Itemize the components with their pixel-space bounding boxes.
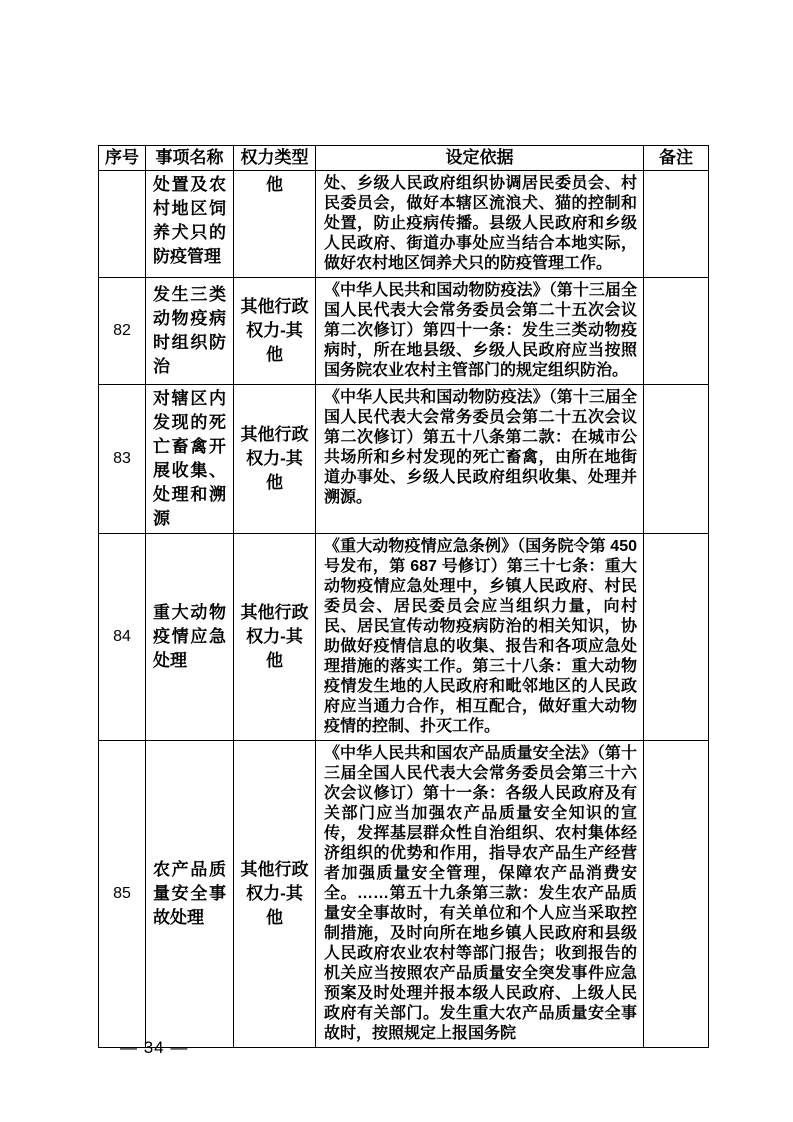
header-basis: 设定依据 xyxy=(316,146,644,171)
basis-cell: 《中华人民共和国动物防疫法》（第十三届全国人民代表大会常务委员会第二十五次会议第二次修订）第四十一条：发生三类动物疫病时，所在地县级、乡级人民政府应当按照国务院农业农村主管部门的规定组织防治。 xyxy=(316,278,644,385)
table-row-continuation xyxy=(99,171,709,278)
power-type-cell: 他 xyxy=(234,171,316,278)
header-note: 备注 xyxy=(644,146,709,171)
page-number: — 34 — xyxy=(120,1038,189,1057)
note-cell xyxy=(644,741,709,1048)
note-cell xyxy=(644,171,709,278)
header-no: 序号 xyxy=(99,146,146,171)
item-name-cell: 处置及农村地区饲养犬只的防疫管理 xyxy=(146,171,234,278)
row-number-cell xyxy=(99,171,146,278)
table-row-85 xyxy=(99,741,709,1048)
basis-cell: 《重大动物疫情应急条例》（国务院令第 450 号发布，第 687 号修订）第三十七条：重大动物疫情应急处理中，乡镇人民政府、村民委员会、居民委员会应当组织力量，向村民、居民宣传动物疫病防治的相关知识，协助做好疫情信息的收集、报告和各项应急处理措施的落实工作。第三十八条：重大动物疫情发生地的人民政府和毗邻地区的人民政府应当通力合作，相互配合，做好重大动物疫情的控制、扑灭工作。 xyxy=(316,534,644,741)
note-cell xyxy=(644,385,709,534)
power-type-cell: 其他行政权力-其他 xyxy=(234,534,316,741)
power-type-cell: 其他行政权力-其他 xyxy=(234,385,316,534)
basis-cell: 《中华人民共和国农产品质量安全法》（第十三届全国人民代表大会常务委员会第三十六次会议修订）第十一条：各级人民政府及有关部门应当加强农产品质量安全知识的宣传，发挥基层群众性自治组织、农村集体经济组织的优势和作用，指导农产品生产经营者加强质量安全管理，保障农产品消费安全。……第五十九条第三款：发生农产品质量安全事故时，有关单位和个人应当采取控制措施，及时向所在地乡镇人民政府和县级人民政府农业农村等部门报告；收到报告的机关应当按照农产品质量安全突发事件应急预案及时处理并报本级人民政府、上级人民政府有关部门。发生重大农产品质量安全事故时，按照规定上报国务院 xyxy=(316,741,644,1048)
item-name-cell: 对辖区内发现的死亡畜禽开展收集、处理和溯源 xyxy=(146,385,234,534)
item-name-cell: 农产品质量安全事故处理 xyxy=(146,741,234,1048)
row-number-cell: 85 xyxy=(99,741,146,1048)
row-number-cell: 83 xyxy=(99,385,146,534)
header-name: 事项名称 xyxy=(146,146,234,171)
table-row-84 xyxy=(99,534,709,741)
note-cell xyxy=(644,278,709,385)
row-number-cell: 84 xyxy=(99,534,146,741)
note-cell xyxy=(644,534,709,741)
power-type-cell: 其他行政权力-其他 xyxy=(234,278,316,385)
row-number-cell: 82 xyxy=(99,278,146,385)
power-type-cell: 其他行政权力-其他 xyxy=(234,741,316,1048)
item-name-cell: 重大动物疫情应急处理 xyxy=(146,534,234,741)
header-type: 权力类型 xyxy=(234,146,316,171)
item-name-cell: 发生三类动物疫病时组织防治 xyxy=(146,278,234,385)
basis-cell: 处、乡级人民政府组织协调居民委员会、村民委员会，做好本辖区流浪犬、猫的控制和处置，防止疫病传播。县级人民政府和乡级人民政府、街道办事处应当结合本地实际，做好农村地区饲养犬只的防疫管理工作。 xyxy=(316,171,644,278)
powers-table xyxy=(98,145,709,1048)
table-row-82 xyxy=(99,278,709,385)
table-header-row xyxy=(99,146,709,171)
basis-cell: 《中华人民共和国动物防疫法》（第十三届全国人民代表大会常务委员会第二十五次会议第二次修订）第五十八条第二款：在城市公共场所和乡村发现的死亡畜禽，由所在地街道办事处、乡级人民政府组织收集、处理并溯源。 xyxy=(316,385,644,534)
table-row-83 xyxy=(99,385,709,534)
